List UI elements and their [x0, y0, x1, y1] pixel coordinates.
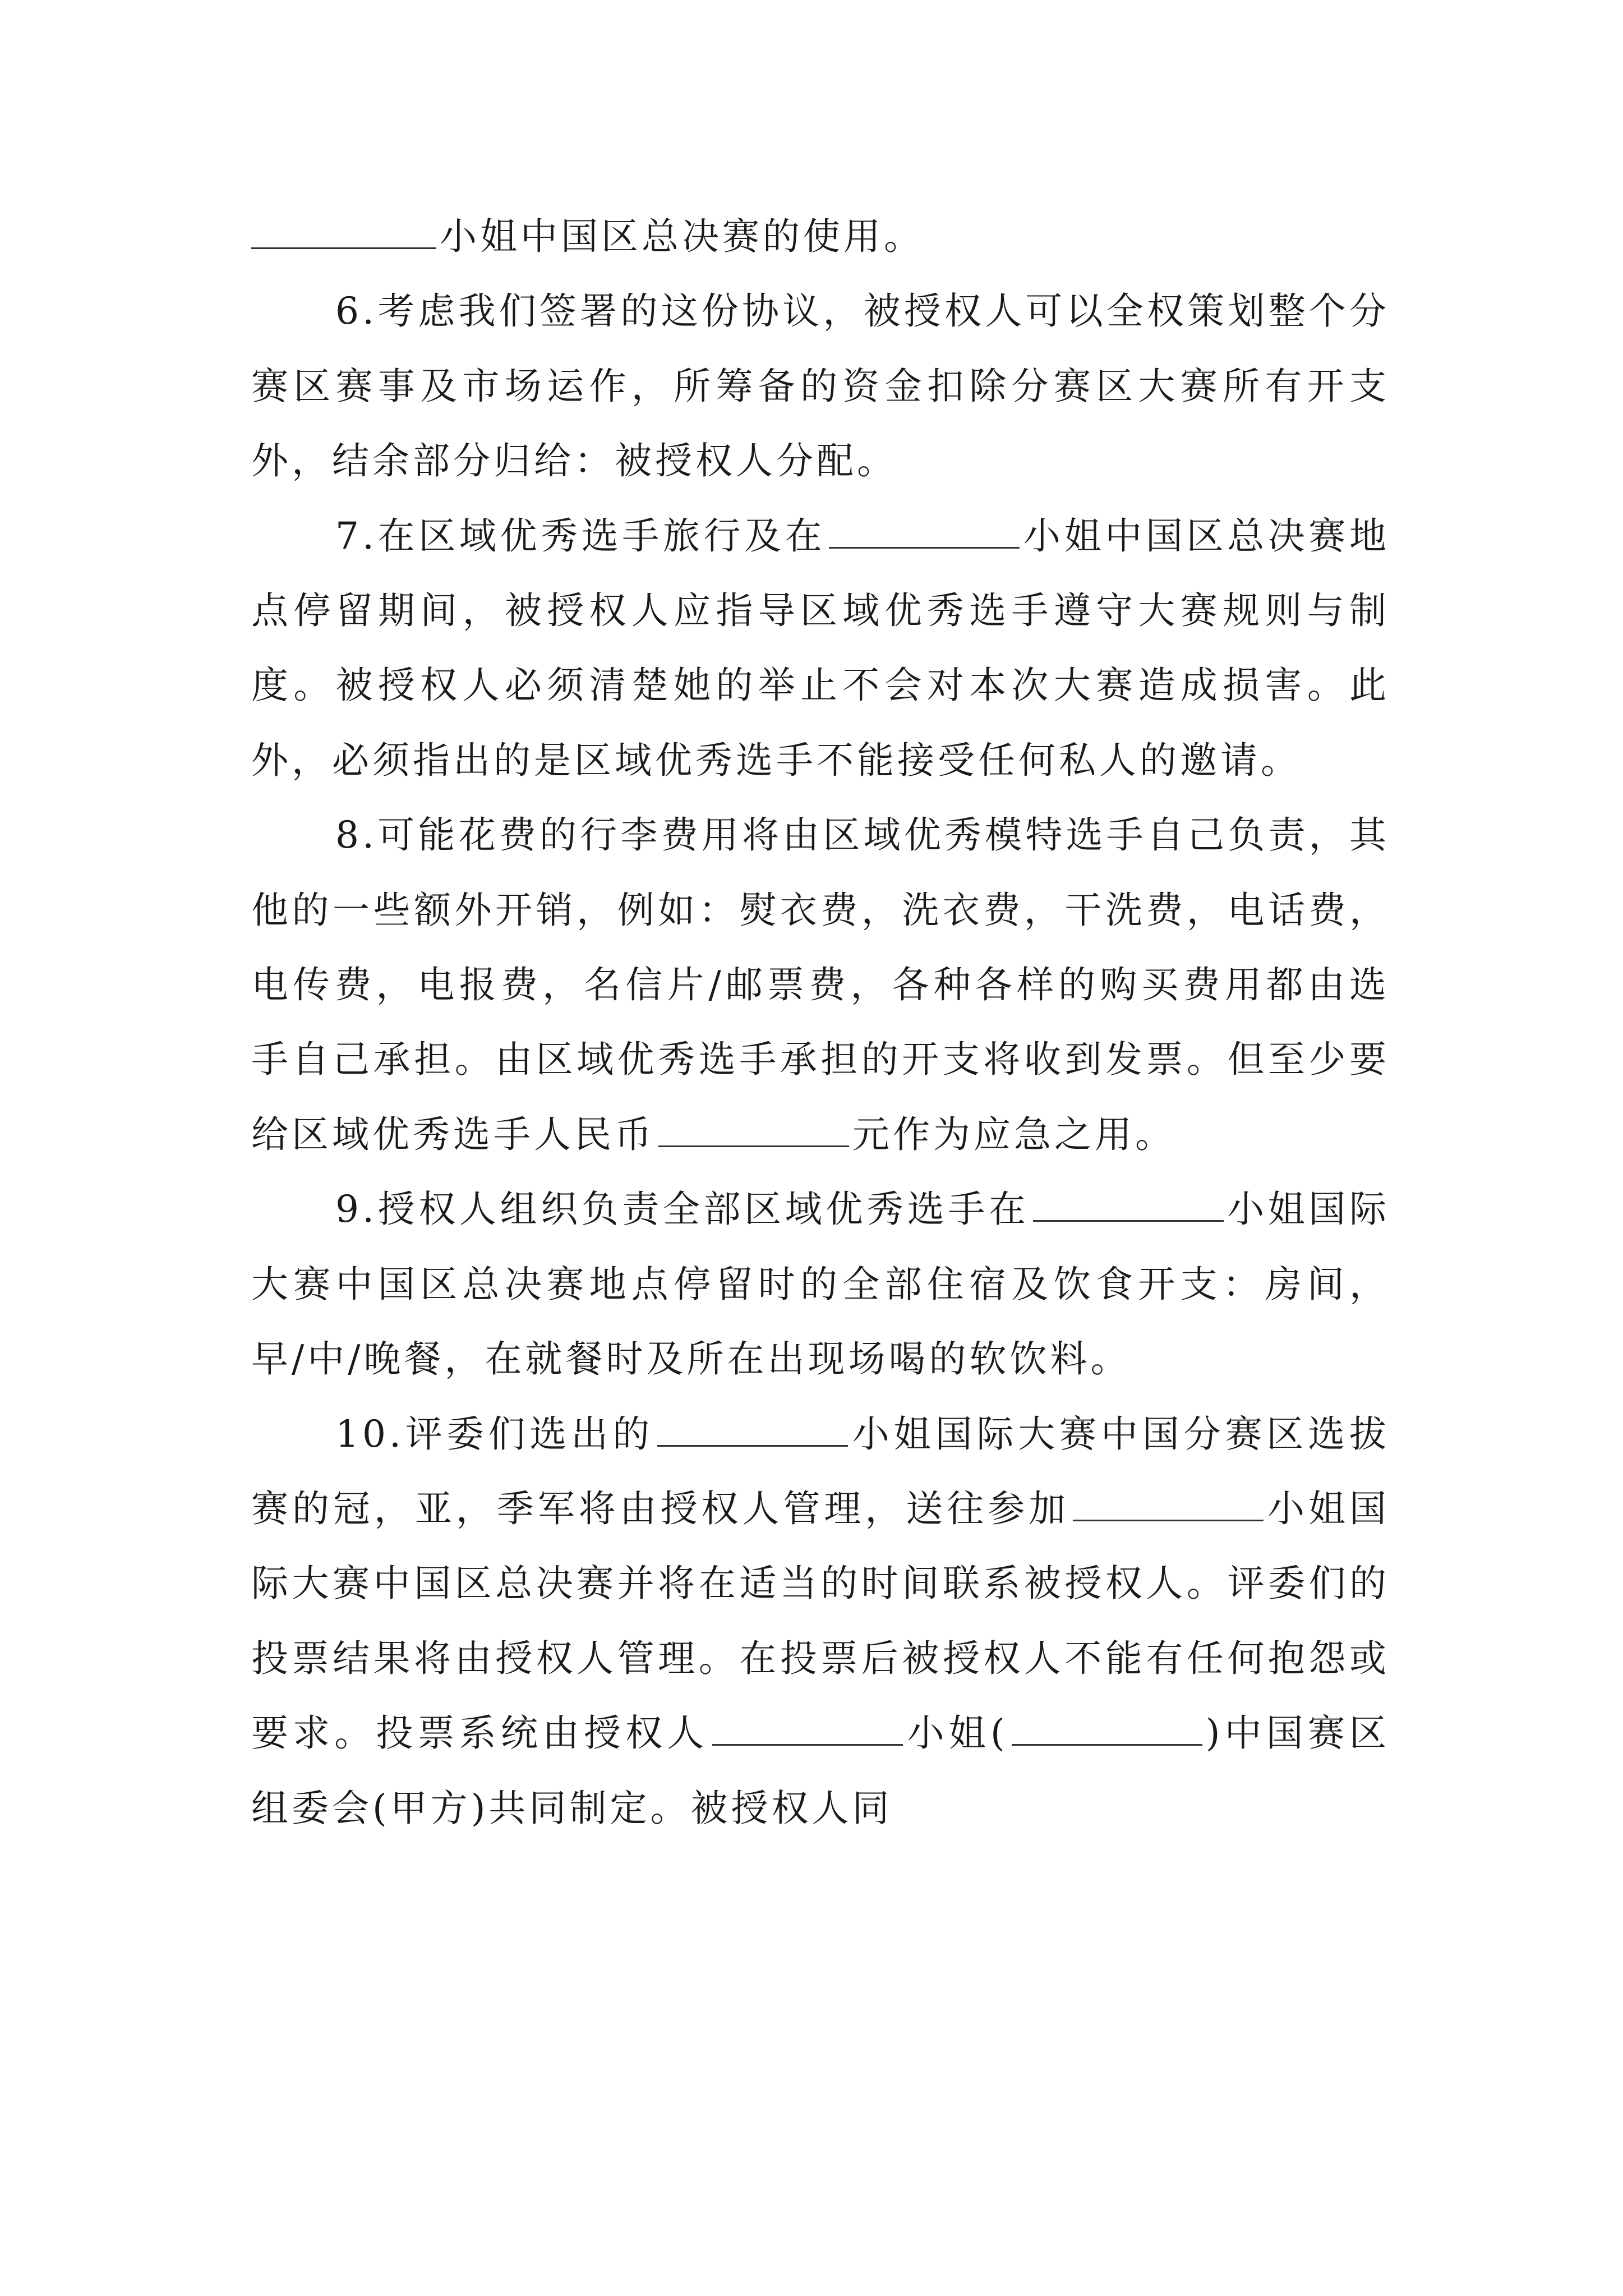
fill-blank[interactable] [712, 1710, 903, 1746]
paragraph-text: 小姐中国区总决赛的使用。 [440, 215, 924, 258]
paragraph-text: 10.评委们选出的 [335, 1412, 654, 1456]
paragraph-text: 小姐中国区总决赛地点停留期间，被授权人应指导区域优秀选手遵守大赛规则与制度。被授权人必须清楚她的举止不会对本次大赛造成损害。此外，必须指出的是区域优秀选手不能接受任何私人的邀请。 [251, 514, 1390, 782]
paragraph-text: 8.可能花费的行李费用将由区域优秀模特选手自己负责，其他的一些额外开销，例如：熨衣费，洗衣费，干洗费，电话费，电传费，电报费，名信片/邮票费，各种各样的购买费用都由选手自己承担。由区域优秀选手承担的开支将收到发票。但至少要给区域优秀选手人民币 [251, 813, 1390, 1156]
paragraph-text: 9.授权人组织负责全部区域优秀选手在 [335, 1188, 1030, 1231]
document-body [251, 199, 1390, 1846]
paragraph-6 [251, 274, 1390, 498]
paragraph-9 [251, 1172, 1390, 1396]
paragraph-text: 元作为应急之用。 [852, 1112, 1175, 1156]
paragraph-text: 7.在区域优秀选手旅行及在 [335, 514, 826, 558]
paragraph-text: 小姐国际大赛中国区总决赛并将在适当的时间联系被授权人。评委们的投票结果将由授权人管理。在投票后被授权人不能有任何抱怨或要求。投票系统由授权人 [251, 1487, 1390, 1755]
paragraph-7 [251, 499, 1390, 798]
fill-blank[interactable] [1012, 1710, 1202, 1746]
fill-blank[interactable] [829, 513, 1020, 549]
fill-blank[interactable] [251, 214, 436, 249]
paragraph-text: )中国赛区组委会(甲方)共同制定。被授权人同 [251, 1711, 1390, 1830]
fill-blank[interactable] [1073, 1486, 1264, 1521]
fill-blank[interactable] [1033, 1186, 1224, 1222]
fill-blank[interactable] [657, 1411, 848, 1447]
paragraph-continuation [251, 199, 1390, 274]
fill-blank[interactable] [658, 1112, 849, 1147]
paragraph-10 [251, 1397, 1390, 1846]
paragraph-text: 小姐国际大赛中国分赛区选拔赛的冠，亚，季军将由授权人管理，送往参加 [251, 1412, 1390, 1530]
paragraph-text: 小姐( [906, 1711, 1008, 1755]
paragraph-text: 6.考虑我们签署的这份协议，被授权人可以全权策划整个分赛区赛事及市场运作，所筹备的资金扣除分赛区大赛所有开支外，结余部分归给：被授权人分配。 [251, 289, 1390, 483]
paragraph-text: 小姐国际大赛中国区总决赛地点停留时的全部住宿及饮食开支：房间，早/中/晚餐，在就餐时及所在出现场喝的软饮料。 [251, 1188, 1390, 1381]
paragraph-8 [251, 798, 1390, 1172]
